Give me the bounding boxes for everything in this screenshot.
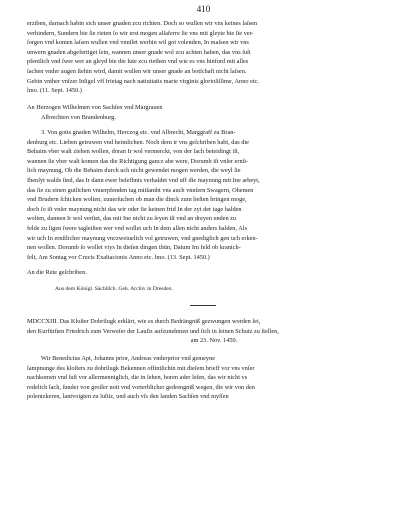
text-line: Ihenſyt walds ſind, das Ir dann ewer beſefhnis verhaldet vnd uff die maynung mit Ine arbeyt, bbox=[27, 176, 260, 184]
text-line: pfentlich vnd ſwer wer an gleyd bie die lute zcu riethen vnd wie es vns hinfurd mit alles bbox=[27, 58, 249, 66]
text-line: lich maynung, Ob die Behaim durch uch nicht gewendet mogen werden, die weyl ſie bbox=[27, 167, 241, 175]
address-1 bbox=[27, 103, 401, 122]
text-line: nachkomen vnd ſuſt vor allermenniglich, die in ſehen, horen ader leſen, das wir nicht vs bbox=[27, 374, 248, 382]
text-line: lmo. (11. Sept. 1450.) bbox=[27, 87, 82, 95]
text-line: doch ſo iſt vnſer maynung nicht das wir oder ſie keinen frid In der zyt der tage halden bbox=[27, 205, 242, 213]
text-line: das ſie zu einen gutlichen vnuerpfenden tag mitſambt vns auch vnnſern Swagern, Ohemen bbox=[27, 186, 254, 194]
section-divider bbox=[190, 305, 216, 306]
section-heading bbox=[27, 317, 401, 346]
text-line: redelich ſach, ſunder von groſſer nott vnd vorterblicher gedrengniß wegen, die wir von den bbox=[27, 383, 255, 391]
text-line: ſorgen vnd komen laſsen wullen vnd vnnſſet werbin wil got volenden, In maſsen wir vns bbox=[27, 39, 249, 47]
text-line: polentzkeren, lantvoigten zu luſitz, und auch vſs den landen Sachſen vnd myſſen bbox=[27, 393, 229, 401]
address-line: An die Rete geſchriben. bbox=[27, 269, 87, 276]
text-line: ſampnunge des kloſters zu dobrilugk Bekennen offintlichin mit dieſem brieff vor vns vnſer bbox=[27, 364, 255, 372]
text-line: Gebin vnther vnſzer Inſigel vff frietag nach natiuitatis marie virginis glorioſiſſime, Anno etc. bbox=[27, 77, 259, 85]
address-2 bbox=[27, 268, 401, 278]
text-line: 3. Von gotts gnaden Wilhelm, Herczog etc. vnd Albrecht, Marggraff zu Bran- bbox=[41, 129, 236, 136]
letter-body-1 bbox=[27, 19, 401, 96]
text-line: wir uch In ernſtlicher maynung vnczweiuelich vol getruwen, vnd gnediglich gen uch erken- bbox=[27, 234, 258, 242]
page-number: 410 bbox=[196, 4, 211, 14]
text-line: felt, Am Sontag vor Crucis Exaltacionis Anno etc. lmo. (13. Sept. 1450.) bbox=[27, 253, 210, 261]
heading-line: den Kurfürſten Friedrich zum Verweſer der Lauſiz aufzunehmen und ſich in ſeinen Schutz zu ſtellen, bbox=[27, 327, 279, 335]
text-line: nen wollen. Dorumb ſo wollet viys In dieſen dingen thün, Datum Im feld ob kranich- bbox=[27, 244, 241, 252]
text-line: ſachen vnder augen ſtehin wird, damit wullen wir unser gnade an botſchaft nicht laſsen. bbox=[27, 67, 247, 75]
source-line: Aus dem Königl. Sächſiſch. Geh. Archiv in Dresden. bbox=[55, 286, 173, 292]
text-line: wannen ſie vber walt komen das die Richtigung gancz abe were, Dorumb iſt vnſer ernſt- bbox=[27, 157, 249, 165]
address-line: An Herzogen Wilhelmen von Sachſen vnd Margrauen bbox=[27, 104, 163, 111]
text-line: Wir Benedictus Apt, Johanns prior, Andreas vnderprior vnd gemeyne bbox=[41, 355, 216, 362]
text-line: verhindern, Sundern bie ſie rieten ſo wir erst mogen alſaferre ſie vns mit gleyte bie ſie ver- bbox=[27, 29, 254, 37]
text-line: wolten, dannen Ir wol verſtet, das mit Ine nicht zu ſeyen iſt vnd an dreyen enden zu bbox=[27, 215, 237, 223]
text-line: Behaim vber walt ziehen wollen, doran Ir wol vermerckt, von der ſach beteidingt iſt, bbox=[27, 148, 240, 156]
source-note bbox=[55, 285, 395, 295]
address-line: Albrechten von Brandenburg. bbox=[41, 113, 116, 121]
text-line: unwern gnaden abgefertiget ſein, wannen unser gnade wol zcu achten haben, das vns ſuſt bbox=[27, 48, 251, 56]
heading-line: am 23. Nov. 1450. bbox=[190, 337, 238, 345]
text-line: vnd Brudern ſchicken wolten, zuuerſuchen ob man die dinck zum beſten bringen moge, bbox=[27, 196, 247, 204]
text-line: erziben, darnach habin sich unser gnaden zcu richten. Doch so wullen wir vns keines laſsen bbox=[27, 20, 258, 27]
text-line: felde zu ligen ſwere tagleiſten wer vnd wollet uch In dem allen nicht anders halden, Als bbox=[27, 224, 247, 232]
charter-text bbox=[27, 354, 401, 402]
letter-body-2 bbox=[27, 128, 401, 262]
text-line: denburg etc. Lieben getruwen vnd heimlichen. Noch dem ir vns geſchriben habt, das die bbox=[27, 138, 249, 146]
heading-line: MDCCXIII. Das Kloſter Dobrilugk erklärt, wie es durch Bedrängniß gezwungen worden ſei, bbox=[27, 318, 261, 325]
